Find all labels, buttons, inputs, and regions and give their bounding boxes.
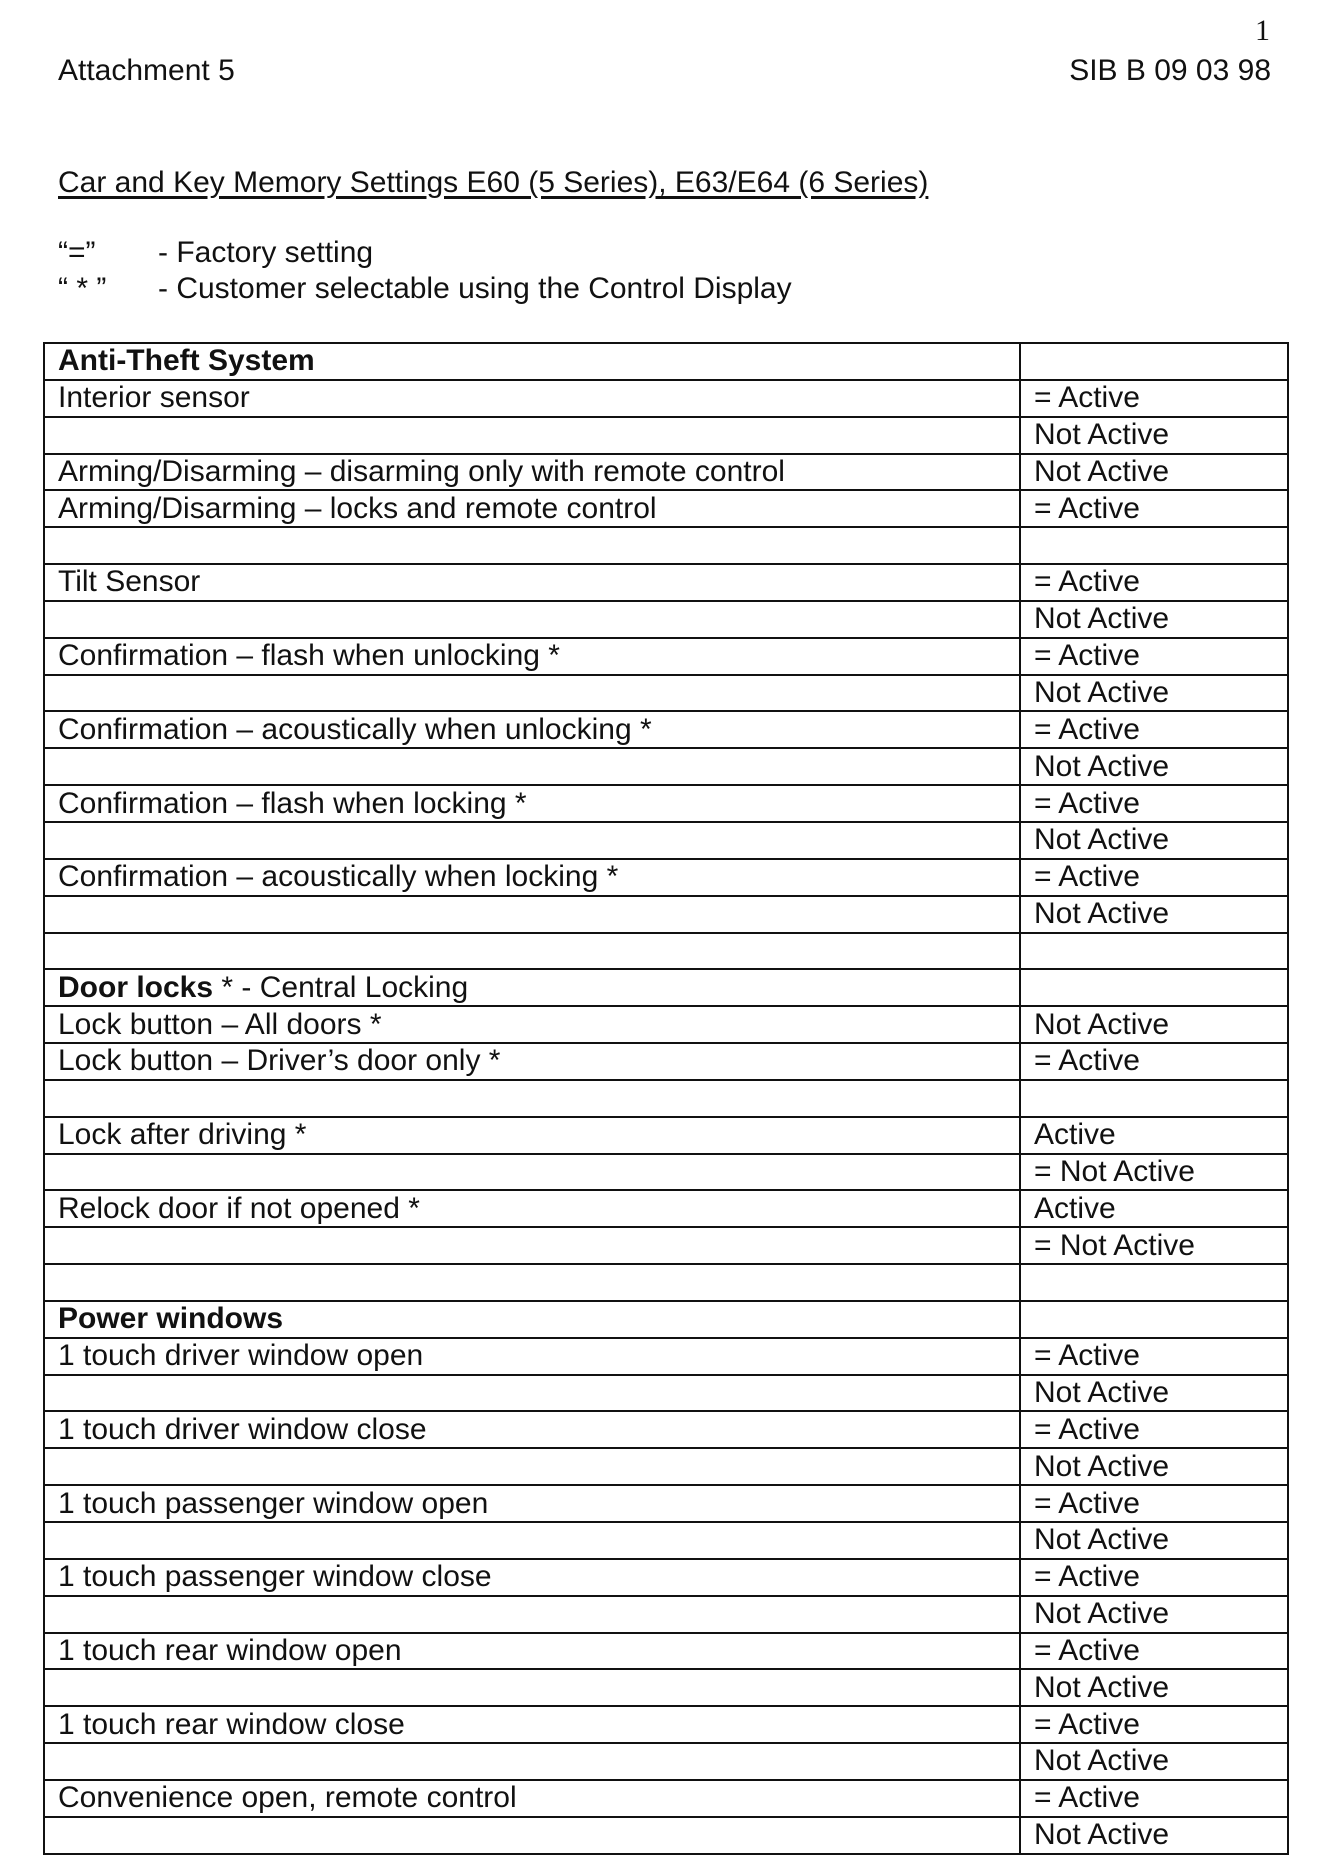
sib-reference: SIB B 09 03 98 (1069, 54, 1271, 87)
legend-symbol: “ * ” (58, 272, 107, 305)
setting-label: Lock after driving * (58, 1118, 307, 1152)
table-row (44, 1669, 1288, 1706)
setting-value (1020, 969, 1288, 1006)
table-row (44, 1485, 1288, 1522)
setting-value: Not Active (1020, 675, 1288, 712)
setting-label: Relock door if not opened * (58, 1191, 420, 1225)
table-row (44, 1375, 1288, 1412)
setting-value: Not Active (1020, 1596, 1288, 1633)
table-row (44, 748, 1288, 785)
table-row (44, 1154, 1288, 1191)
setting-value: = Not Active (1020, 1227, 1288, 1264)
setting-value: Not Active (1020, 1522, 1288, 1559)
table-row (44, 711, 1288, 748)
setting-value: Not Active (1020, 417, 1288, 454)
table-row (44, 675, 1288, 712)
table-row (44, 343, 1288, 380)
setting-label: Tilt Sensor (58, 565, 201, 599)
table-row (44, 1596, 1288, 1633)
setting-label: Anti-Theft System (58, 344, 315, 378)
table-row (44, 454, 1288, 491)
setting-label: Confirmation – acoustically when unlocking * (58, 712, 652, 746)
section-heading: Door locks (58, 970, 214, 1004)
table-row (44, 1743, 1288, 1780)
legend-text: - Factory setting (158, 236, 374, 269)
setting-label-cell (44, 564, 1020, 601)
setting-value: Not Active (1020, 1006, 1288, 1043)
setting-label: Confirmation – flash when unlocking * (58, 639, 560, 673)
table-row (44, 1190, 1288, 1227)
setting-label: 1 touch passenger window open (58, 1486, 489, 1520)
setting-label-cell (44, 1743, 1020, 1780)
setting-label-cell (44, 1669, 1020, 1706)
setting-label-cell (44, 1375, 1020, 1412)
setting-value: Not Active (1020, 1375, 1288, 1412)
setting-label: Arming/Disarming – disarming only with remote control (58, 454, 785, 488)
setting-label-cell (44, 859, 1020, 896)
attachment-label: Attachment 5 (58, 54, 235, 87)
setting-label-cell (44, 785, 1020, 822)
setting-value: = Active (1020, 1706, 1288, 1743)
setting-value: = Active (1020, 380, 1288, 417)
setting-label-cell (44, 1264, 1020, 1301)
table-row (44, 1338, 1288, 1375)
legend-symbol: “=” (58, 236, 96, 269)
table-row (44, 1706, 1288, 1743)
setting-label: Power windows (58, 1302, 284, 1336)
setting-label-cell (44, 1301, 1020, 1338)
setting-label-cell (44, 1633, 1020, 1670)
setting-label-cell (44, 1596, 1020, 1633)
setting-label-cell (44, 380, 1020, 417)
setting-label-cell (44, 1338, 1020, 1375)
setting-value: Not Active (1020, 822, 1288, 859)
setting-value (1020, 1301, 1288, 1338)
setting-label-cell (44, 711, 1020, 748)
setting-label-cell (44, 822, 1020, 859)
setting-value (1020, 933, 1288, 970)
setting-label-cell (44, 527, 1020, 564)
table-row (44, 1264, 1288, 1301)
setting-label: 1 touch passenger window close (58, 1560, 492, 1594)
setting-label-cell (44, 748, 1020, 785)
setting-label: * - Central Locking (213, 970, 469, 1004)
setting-label-cell (44, 417, 1020, 454)
setting-label-cell (44, 1485, 1020, 1522)
setting-label-cell (44, 490, 1020, 527)
setting-label-cell (44, 675, 1020, 712)
settings-table (43, 342, 1289, 1855)
setting-value: Not Active (1020, 748, 1288, 785)
setting-label-cell (44, 343, 1020, 380)
setting-label-cell (44, 1154, 1020, 1191)
setting-value: Not Active (1020, 1817, 1288, 1854)
legend-factory-setting (58, 236, 373, 270)
setting-label-cell (44, 1411, 1020, 1448)
page-number: 1 (1255, 14, 1270, 47)
setting-value (1020, 527, 1288, 564)
setting-label: Interior sensor (58, 381, 250, 415)
setting-value: = Active (1020, 1411, 1288, 1448)
setting-value: Not Active (1020, 1448, 1288, 1485)
setting-value: = Active (1020, 1485, 1288, 1522)
table-row (44, 527, 1288, 564)
setting-value: Not Active (1020, 454, 1288, 491)
setting-value: = Active (1020, 1559, 1288, 1596)
table-row (44, 969, 1288, 1006)
setting-label-cell (44, 1043, 1020, 1080)
table-row (44, 1301, 1288, 1338)
table-row (44, 1448, 1288, 1485)
setting-label: Convenience open, remote control (58, 1781, 517, 1815)
table-row (44, 380, 1288, 417)
setting-label: Lock button – Driver’s door only * (58, 1044, 501, 1078)
table-row (44, 1043, 1288, 1080)
table-row (44, 859, 1288, 896)
setting-label-cell (44, 933, 1020, 970)
setting-value: = Active (1020, 1338, 1288, 1375)
document-title: Car and Key Memory Settings E60 (5 Series), E63/E64 (6 Series) (58, 166, 929, 199)
table-row (44, 1522, 1288, 1559)
setting-value: = Active (1020, 711, 1288, 748)
setting-label-cell (44, 1227, 1020, 1264)
legend-customer-selectable (58, 272, 792, 306)
table-row (44, 1006, 1288, 1043)
setting-label-cell (44, 1117, 1020, 1154)
setting-label-cell (44, 1522, 1020, 1559)
table-row (44, 1227, 1288, 1264)
setting-value: Not Active (1020, 1669, 1288, 1706)
setting-value: Active (1020, 1190, 1288, 1227)
table-row (44, 1817, 1288, 1854)
setting-value (1020, 1080, 1288, 1117)
setting-label-cell (44, 1780, 1020, 1817)
table-row (44, 1411, 1288, 1448)
setting-label-cell (44, 601, 1020, 638)
table-row (44, 896, 1288, 933)
setting-label: 1 touch driver window close (58, 1412, 427, 1446)
setting-label-cell (44, 1190, 1020, 1227)
setting-value: Not Active (1020, 896, 1288, 933)
setting-value: = Active (1020, 564, 1288, 601)
setting-label-cell (44, 454, 1020, 491)
table-row (44, 1559, 1288, 1596)
setting-label-cell (44, 896, 1020, 933)
setting-label-cell (44, 1559, 1020, 1596)
setting-label-cell (44, 1817, 1020, 1854)
setting-label: Lock button – All doors * (58, 1007, 382, 1041)
setting-label-cell (44, 1080, 1020, 1117)
setting-label: Confirmation – flash when locking * (58, 786, 527, 820)
table-row (44, 1117, 1288, 1154)
setting-label-cell (44, 1706, 1020, 1743)
setting-label: Confirmation – acoustically when locking * (58, 860, 619, 894)
setting-value: = Active (1020, 490, 1288, 527)
setting-label-cell (44, 1006, 1020, 1043)
setting-value (1020, 1264, 1288, 1301)
setting-value: = Active (1020, 1780, 1288, 1817)
setting-label: 1 touch rear window close (58, 1707, 405, 1741)
table-row (44, 490, 1288, 527)
setting-value: = Not Active (1020, 1154, 1288, 1191)
setting-label: Arming/Disarming – locks and remote control (58, 491, 657, 525)
setting-label: 1 touch rear window open (58, 1633, 402, 1667)
setting-label: 1 touch driver window open (58, 1339, 424, 1373)
legend-text: - Customer selectable using the Control Display (158, 272, 792, 305)
table-row (44, 822, 1288, 859)
setting-value: = Active (1020, 1633, 1288, 1670)
table-row (44, 564, 1288, 601)
table-row (44, 933, 1288, 970)
table-row (44, 1633, 1288, 1670)
table-row (44, 1080, 1288, 1117)
table-row (44, 601, 1288, 638)
table-row (44, 785, 1288, 822)
setting-value: = Active (1020, 1043, 1288, 1080)
setting-value: Not Active (1020, 1743, 1288, 1780)
setting-value: Not Active (1020, 601, 1288, 638)
table-row (44, 1780, 1288, 1817)
setting-value: = Active (1020, 859, 1288, 896)
setting-label-cell (44, 1448, 1020, 1485)
setting-label-cell (44, 638, 1020, 675)
setting-value: = Active (1020, 638, 1288, 675)
setting-value (1020, 343, 1288, 380)
settings-table-body (44, 343, 1288, 1854)
table-row (44, 638, 1288, 675)
setting-value: Active (1020, 1117, 1288, 1154)
setting-value: = Active (1020, 785, 1288, 822)
table-row (44, 417, 1288, 454)
setting-label-cell (44, 969, 1020, 1006)
